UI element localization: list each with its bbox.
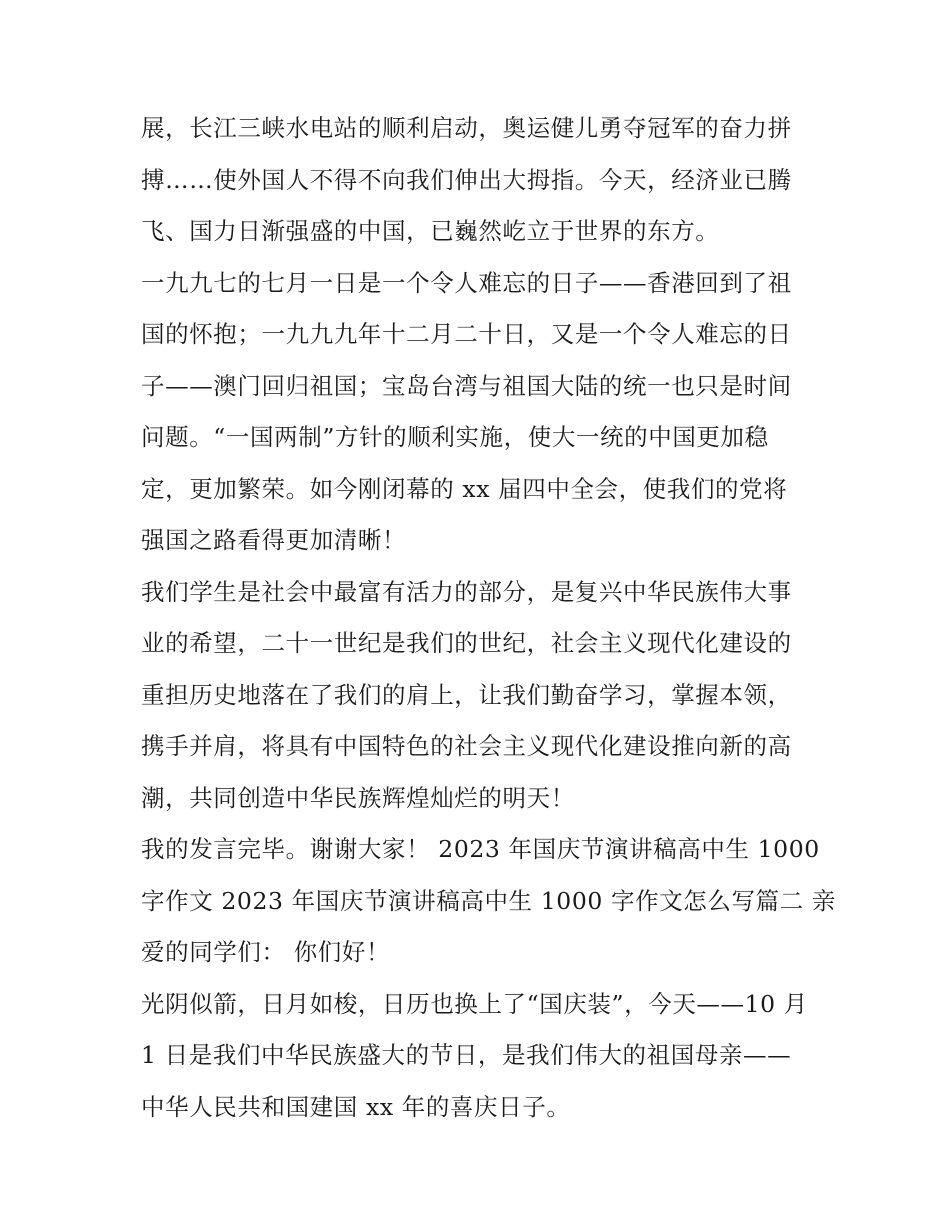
text-line: 潮，共同创造中华民族辉煌灿烂的明天！ <box>141 783 575 812</box>
text-line: 1 日是我们中华民族盛大的节日，是我们伟大的祖国母亲—— <box>141 1041 792 1069</box>
text-line: 问题。“一国两制”方针的顺利实施，使大一统的中国更加稳 <box>141 423 769 451</box>
text-line: 携手并肩，将具有中国特色的社会主义现代化建设推向新的高 <box>141 732 792 760</box>
text-line: 业的希望，二十一世纪是我们的世纪，社会主义现代化建设的 <box>141 629 792 657</box>
text-line: 搏……使外国人不得不向我们伸出大拇指。今天，经济业已腾 <box>141 165 792 194</box>
text-line: 我的发言完毕。谢谢大家！ 2023 年国庆节演讲稿高中生 1000 <box>141 835 820 863</box>
text-line: 中华人民共和国建国 xx 年的喜庆日子。 <box>141 1092 571 1121</box>
text-line: 强国之路看得更加清晰！ <box>141 526 407 554</box>
text-line: 国的怀抱；一九九九年十二月二十日，又是一个令人难忘的日 <box>141 320 792 348</box>
paragraph <box>141 824 836 979</box>
text-line: 字作文 2023 年国庆节演讲稿高中生 1000 字作文怎么写篇二 亲 <box>141 886 836 915</box>
paragraph <box>141 567 821 825</box>
text-line: 定，更加繁荣。如今刚闭幕的 xx 届四中全会，使我们的党将 <box>141 474 788 503</box>
text-line: 子——澳门回归祖国；宝岛台湾与祖国大陆的统一也只是时间 <box>141 371 792 400</box>
text-line: 一九九七的七月一日是一个令人难忘的日子——香港回到了祖 <box>141 268 792 297</box>
paragraph <box>141 258 821 567</box>
text-line: 重担历史地落在了我们的肩上，让我们勤奋学习，掌握本领， <box>141 680 792 709</box>
text-line: 光阴似箭，日月如梭，日历也换上了“国庆装”，今天——10 月 <box>141 989 808 1018</box>
text-line: 展，长江三峡水电站的顺利启动，奥运健儿勇夺冠军的奋力拼 <box>141 114 792 142</box>
paragraph <box>141 103 821 258</box>
text-line: 飞、国力日渐强盛的中国，已巍然屹立于世界的东方。 <box>141 217 720 245</box>
document-body <box>141 103 836 1133</box>
text-line: 我们学生是社会中最富有活力的部分，是复兴中华民族伟大事 <box>141 577 792 606</box>
text-line: 爱的同学们： 你们好！ <box>141 938 391 966</box>
paragraph <box>141 979 821 1134</box>
